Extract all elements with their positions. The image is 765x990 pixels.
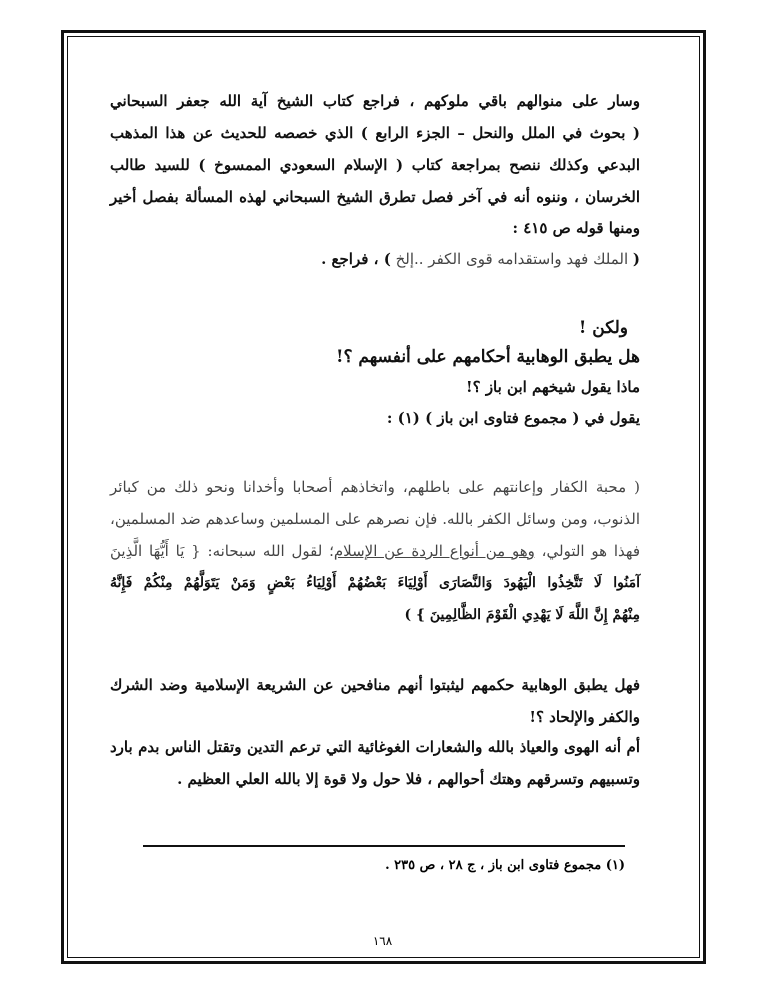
- quote-open: (: [632, 250, 640, 268]
- verse-line: مِنْهُمْ إِنَّ اللَّهَ لَا يَهْدِي الْقَوْمَ الظَّالِمِينَ } ): [404, 607, 640, 623]
- text-line: الخرسان ، وننوه أنه في آخر فصل تطرق الشيخ السبحاني لهذه المسألة بفصل أخير: [110, 188, 640, 206]
- page-body: [110, 80, 640, 960]
- quote-segment: فهذا هو التولي،: [534, 542, 640, 560]
- underlined-phrase: وهو من أنواع الردة عن الإسلام: [333, 542, 535, 560]
- quote-line: الذنوب، ومن وسائل الكفر بالله. فإن نصرهم على المسلمين وساعدهم ضد المسلمين،: [110, 510, 640, 528]
- section-heading: ولكن !: [578, 318, 628, 338]
- quote-segment: ؛ لقول الله سبحانه: { يَا أَيُّهَا الَّذِينَ: [110, 542, 334, 560]
- text-line: وسار على منوالهم باقي ملوكهم ، فراجع كتاب الشيخ آية الله جعفر السبحاني: [110, 92, 640, 110]
- question-line: هل يطبق الوهابية أحكامهم على أنفسهم ؟!: [336, 347, 640, 367]
- quote-close: ) ، فراجع .: [321, 250, 391, 268]
- text-line: أم أنه الهوى والعياذ بالله والشعارات الغوغائية التي ترعم التدين وتقتل الناس بدم بارد: [110, 738, 640, 756]
- page-number: ١٦٨: [372, 934, 393, 948]
- quote-line: [110, 540, 640, 562]
- text-line: البدعي وكذلك ننصح بمراجعة كتاب ( الإسلام السعودي الممسوخ ) للسيد طالب: [110, 156, 640, 174]
- text-line: يقول في ( مجموع فتاوى ابن باز ) (١) :: [386, 409, 640, 427]
- text-line: ( بحوث في الملل والنحل – الجزء الرابع ) الذي خصصه للحديث عن هذا المذهب: [110, 124, 640, 142]
- verse-line: آمَنُوا لَا تَتَّخِذُوا الْيَهُودَ وَالنَّصَارَى أَوْلِيَاءَ بَعْضُهُمْ أَوْلِيَاءُ بَعْضٍ وَمَنْ يَتَوَلَّهُمْ مِنْكُمْ فَإِنَّهُ: [110, 575, 640, 591]
- footnote: (١) مجموع فتاوى ابن باز ، ج ٢٨ ، ص ٢٣٥ .: [385, 858, 625, 873]
- text-line: وتسبيهم وتسرقهم وهتك أحوالهم ، فلا حول ولا قوة إلا بالله العلي العظيم .: [177, 770, 640, 788]
- text-line: ومنها قوله ص ٤١٥ :: [512, 219, 640, 237]
- text-line: ماذا يقول شيخهم ابن باز ؟!: [466, 378, 640, 396]
- footnote-separator: [143, 845, 625, 847]
- quote-line: [110, 248, 640, 270]
- text-line: فهل يطبق الوهابية حكمهم ليثبتوا أنهم منافحين عن الشريعة الإسلامية وضد الشرك: [110, 676, 640, 694]
- quote-text: الملك فهد واستقدامه قوى الكفر ..إلخ: [390, 250, 633, 268]
- quote-line: ( محبة الكفار وإعانتهم على باطلهم، واتخاذهم أصحابا وأخدانا ونحو ذلك من كبائر: [110, 478, 640, 496]
- text-line: والكفر والإلحاد ؟!: [529, 708, 640, 726]
